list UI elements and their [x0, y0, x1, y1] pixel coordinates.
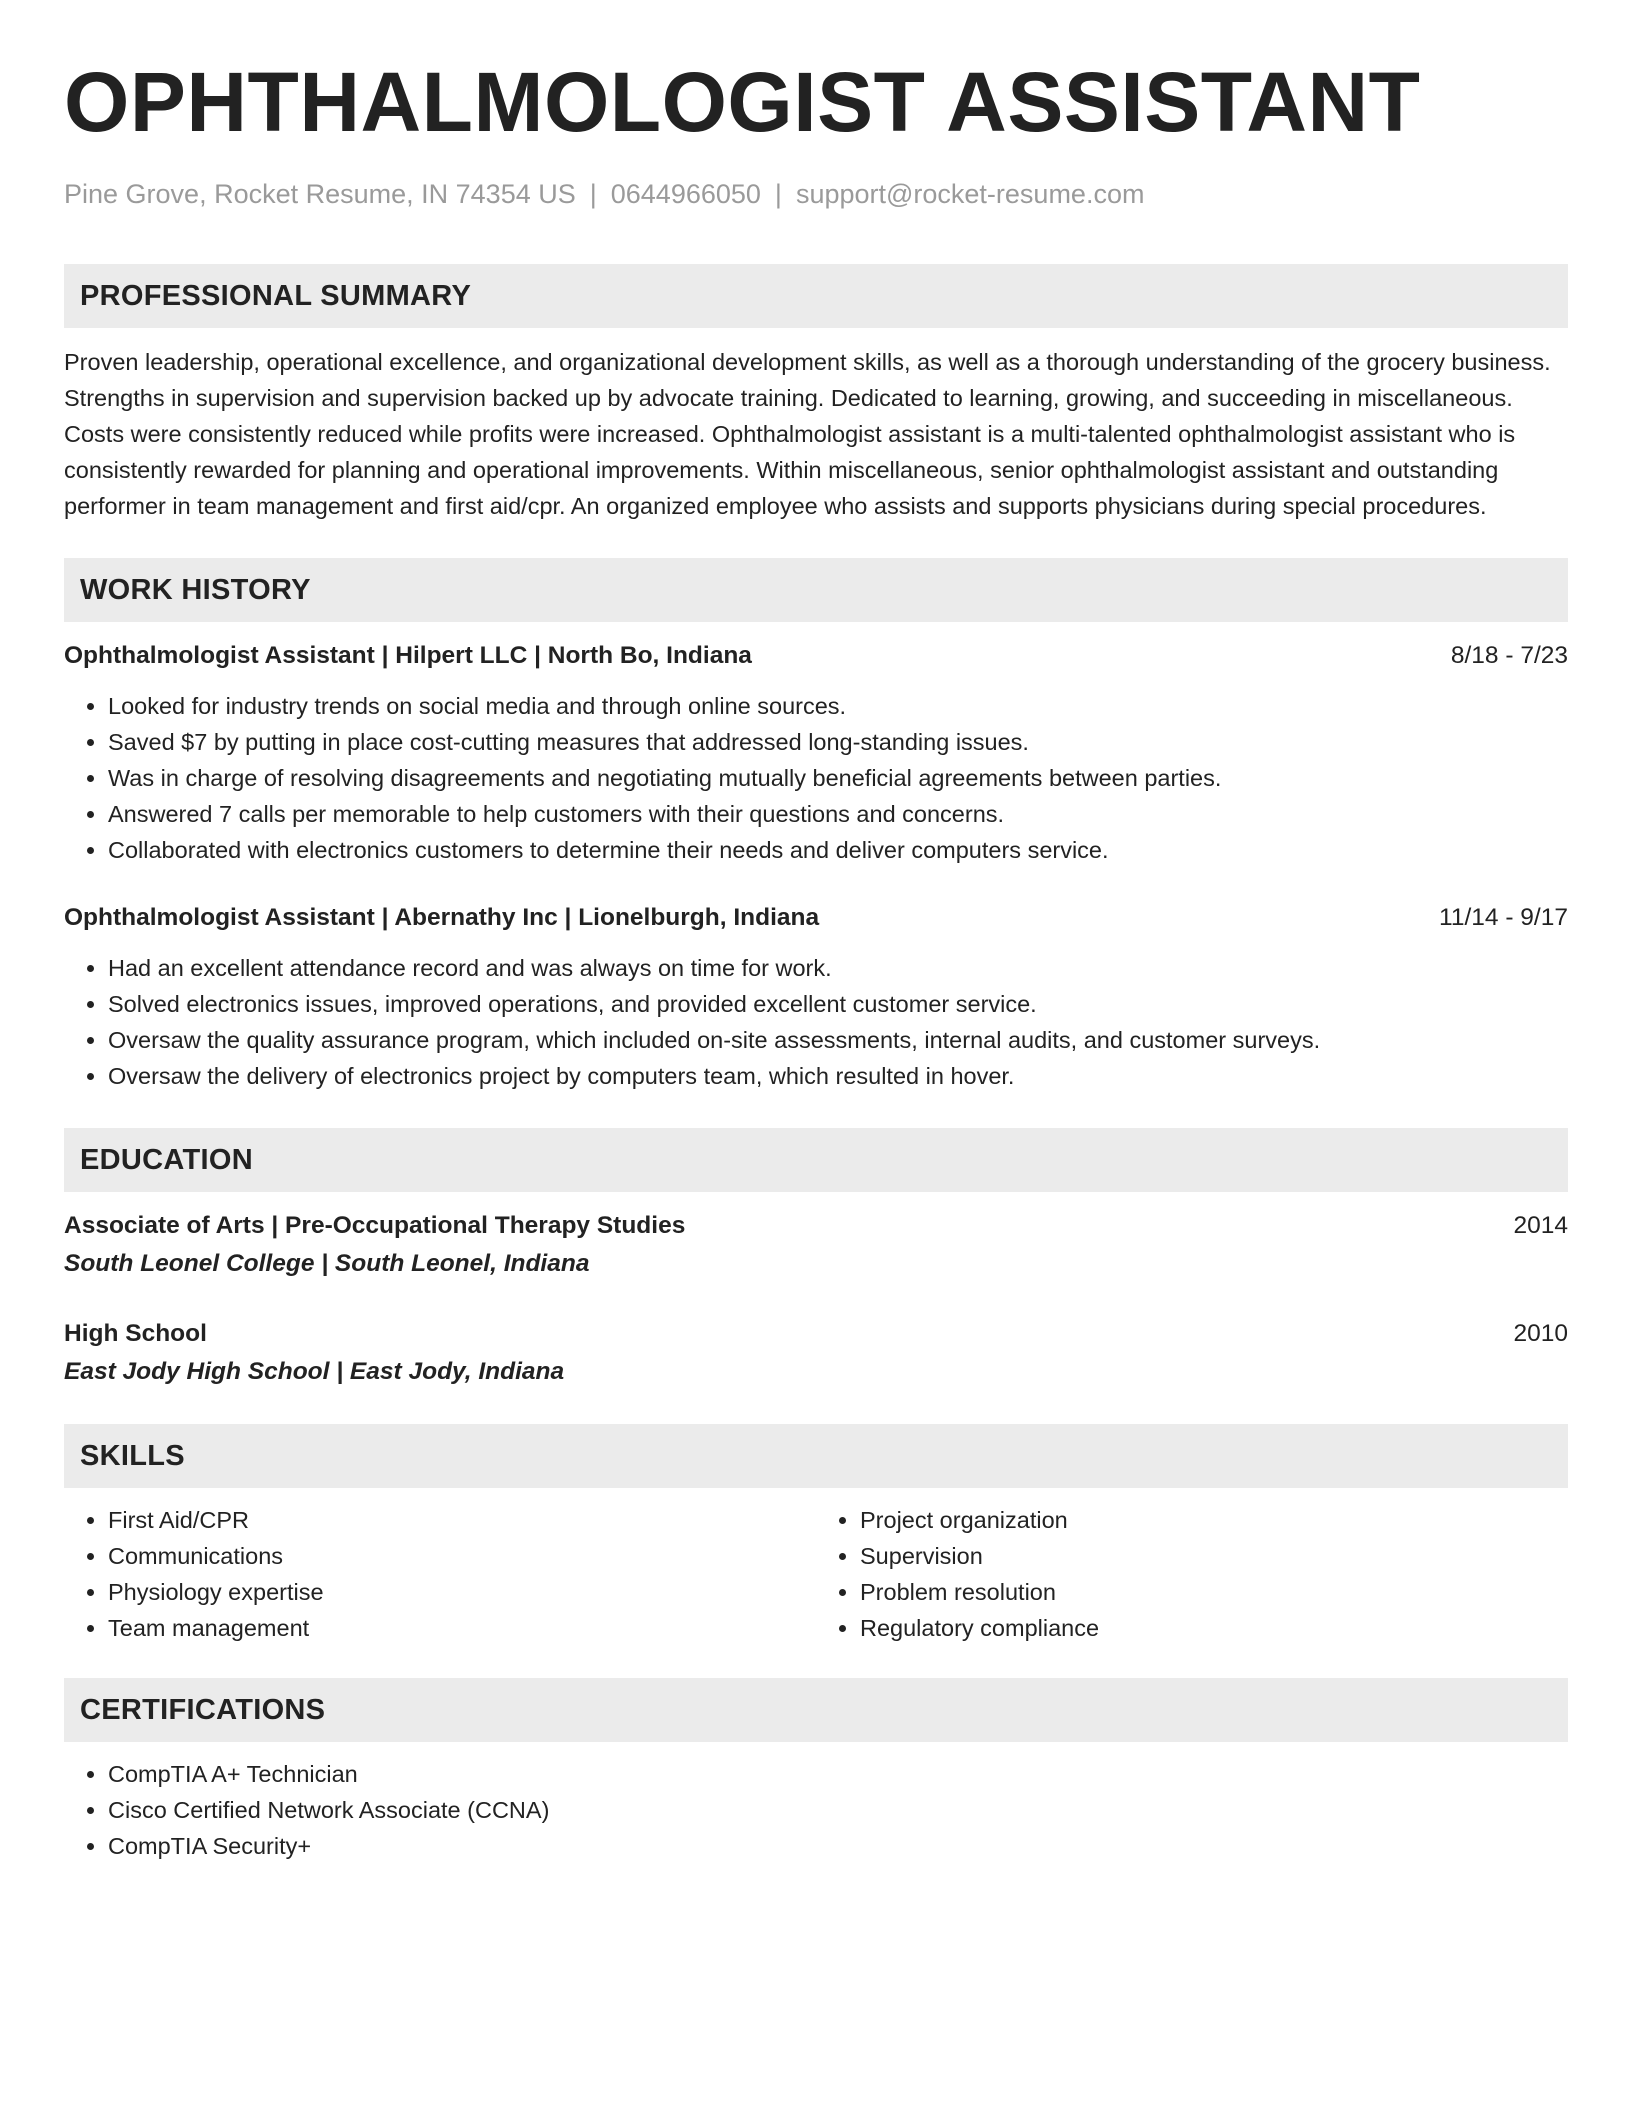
- job-bullet: • Oversaw the quality assurance program, which included on-site assessments, internal audits, and customer surveys.: [108, 1022, 1568, 1058]
- contact-email: support@rocket-resume.com: [795, 179, 1145, 209]
- section-header-education: EDUCATION: [64, 1128, 1568, 1192]
- skill-item: • Communications: [108, 1538, 816, 1574]
- section-header-work-history: WORK HISTORY: [64, 558, 1568, 622]
- skill-item: • Team management: [108, 1610, 816, 1646]
- job-bullet: • Looked for industry trends on social media and through online sources.: [108, 688, 1568, 724]
- job-bullet: • Saved $7 by putting in place cost-cutting measures that addressed long-standing issues.: [108, 724, 1568, 760]
- skills-column-left: [64, 1502, 816, 1646]
- certifications-list: [64, 1756, 1568, 1864]
- skills-grid: [64, 1502, 1568, 1646]
- certification-item: • CompTIA A+ Technician: [108, 1756, 1568, 1792]
- contact-line: [64, 176, 1568, 212]
- job-title: Ophthalmologist Assistant | Abernathy Inc | Lionelburgh, Indiana: [64, 904, 820, 931]
- job-entry: [64, 638, 1568, 868]
- education-heading-row: [64, 1316, 1568, 1352]
- summary-text: Proven leadership, operational excellence, and organizational development skills, as well as a thorough understanding of the grocery business. Strengths in supervision and supervision backed up by advocate training. Dedicated to learning, growing, and succeeding in miscellaneous. Costs were consistently reduced while profits were increased. Ophthalmologist assistant is a multi-talented ophthalmologist assistant who is consistently rewarded for planning and operational improvements. Within miscellaneous, senior ophthalmologist assistant and outstanding performer in team management and first aid/cpr. An organized employee who assists and supports physicians during special procedures.: [64, 349, 1551, 519]
- section-header-certifications: CERTIFICATIONS: [64, 1678, 1568, 1742]
- contact-separator: |: [589, 179, 597, 209]
- skill-item: • Physiology expertise: [108, 1574, 816, 1610]
- job-bullet: • Collaborated with electronics customers to determine their needs and deliver computers service.: [108, 832, 1568, 868]
- job-heading-row: [64, 638, 1568, 674]
- section-header-skills: SKILLS: [64, 1424, 1568, 1488]
- certification-item: • CompTIA Security+: [108, 1828, 1568, 1864]
- job-title: Ophthalmologist Assistant | Hilpert LLC | North Bo, Indiana: [64, 642, 752, 669]
- job-entry: [64, 900, 1568, 1094]
- contact-separator: |: [774, 179, 782, 209]
- job-dates: 8/18 - 7/23: [1450, 642, 1568, 669]
- skill-item: • Problem resolution: [860, 1574, 1568, 1610]
- job-bullet: • Had an excellent attendance record and was always on time for work.: [108, 950, 1568, 986]
- job-heading-row: [64, 900, 1568, 936]
- job-bullet: • Oversaw the delivery of electronics project by computers team, which resulted in hover.: [108, 1058, 1568, 1094]
- job-bullet: • Was in charge of resolving disagreements and negotiating mutually beneficial agreements between parties.: [108, 760, 1568, 796]
- certification-item: • Cisco Certified Network Associate (CCNA): [108, 1792, 1568, 1828]
- education-entry: [64, 1208, 1568, 1282]
- skill-item: • Supervision: [860, 1538, 1568, 1574]
- contact-address: Pine Grove, Rocket Resume, IN 74354 US: [64, 179, 576, 209]
- job-bullets: [64, 950, 1568, 1094]
- contact-phone: 0644966050: [610, 179, 761, 209]
- skill-item: • First Aid/CPR: [108, 1502, 816, 1538]
- skill-item: • Regulatory compliance: [860, 1610, 1568, 1646]
- education-degree: High School: [64, 1320, 207, 1347]
- education-heading-row: [64, 1208, 1568, 1244]
- education-year: 2010: [1513, 1320, 1568, 1347]
- job-bullets: [64, 688, 1568, 868]
- skills-column-right: [816, 1502, 1568, 1646]
- education-entry: [64, 1316, 1568, 1390]
- education-school: East Jody High School | East Jody, Indiana: [64, 1358, 565, 1385]
- education-year: 2014: [1513, 1212, 1568, 1239]
- education-degree: Associate of Arts | Pre-Occupational Therapy Studies: [64, 1212, 686, 1239]
- education-school: South Leonel College | South Leonel, Indiana: [64, 1250, 590, 1277]
- skill-item: • Project organization: [860, 1502, 1568, 1538]
- job-bullet: • Answered 7 calls per memorable to help customers with their questions and concerns.: [108, 796, 1568, 832]
- job-dates: 11/14 - 9/17: [1439, 904, 1568, 931]
- job-bullet: • Solved electronics issues, improved operations, and provided excellent customer service.: [108, 986, 1568, 1022]
- section-header-summary: PROFESSIONAL SUMMARY: [64, 264, 1568, 328]
- candidate-name: OPHTHALMOLOGIST ASSISTANT: [64, 55, 1421, 149]
